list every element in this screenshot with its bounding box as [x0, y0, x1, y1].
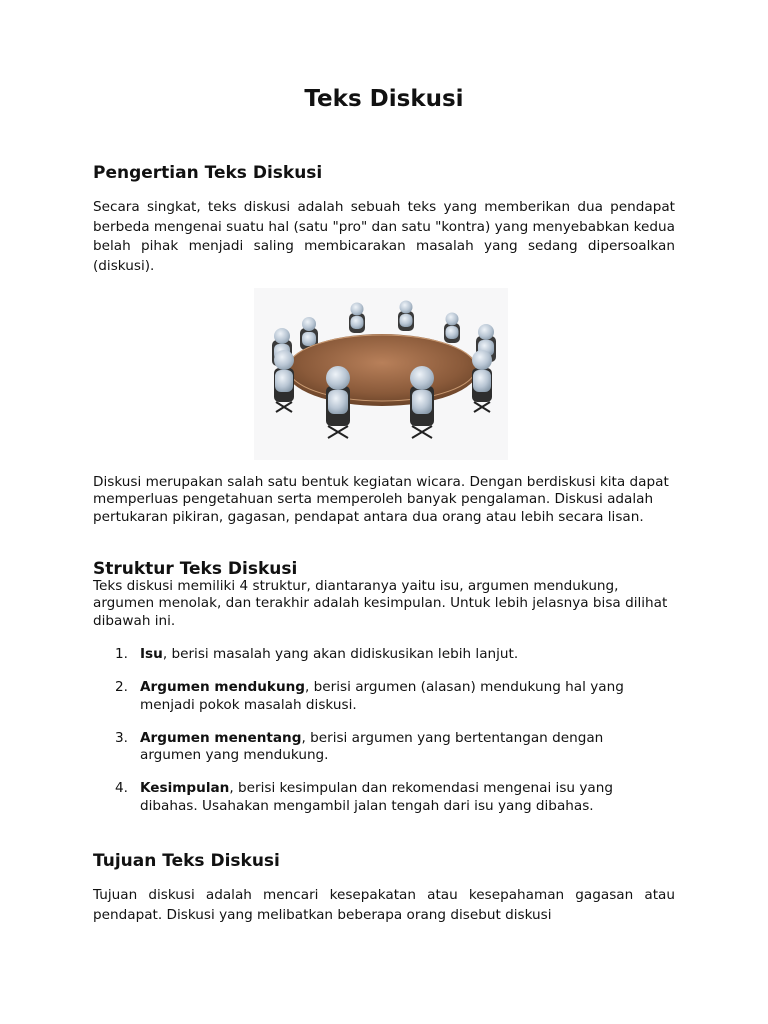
list-item: [115, 679, 655, 714]
list-description: , berisi argumen (alasan) mendukung hal yang menjadi pokok masalah diskusi.: [140, 679, 624, 713]
paragraph-tujuan: Tujuan diskusi adalah mencari kesepakatan atau kesepahaman gagasan atau pendapat. Diskusi yang melibatkan beberapa orang disebut diskusi: [93, 887, 675, 923]
round-table-meeting-image: [254, 288, 508, 460]
heading-pengertian: Pengertian Teks Diskusi: [93, 163, 323, 183]
paragraph-diskusi: Diskusi merupakan salah satu bentuk kegiatan wicara. Dengan berdiskusi kita dapat memperluas pengetahuan serta memperoleh banyak pengalaman. Diskusi adalah pertukaran pikiran, gagasan, pendapat antara dua orang atau lebih secara lisan.: [93, 474, 669, 525]
list-term: Argumen mendukung: [140, 679, 306, 696]
struktur-list: [115, 646, 655, 831]
list-description: , berisi argumen yang bertentangan dengan argumen yang mendukung.: [140, 729, 604, 764]
paragraph-struktur-intro: Teks diskusi memiliki 4 struktur, diantaranya yaitu isu, argumen mendukung, argumen menolak, dan terakhir adalah kesimpulan. Untuk lebih jelasnya bisa dilihat dibawah ini.: [93, 578, 668, 629]
list-number: 2.: [115, 679, 128, 696]
list-item: [115, 730, 655, 765]
list-term: Kesimpulan: [140, 780, 230, 797]
document-title: Teks Diskusi: [304, 86, 464, 112]
list-description: , berisi masalah yang akan didiskusikan lebih lanjut.: [162, 646, 519, 662]
list-term: Argumen menentang: [140, 729, 302, 746]
list-number: 1.: [115, 646, 128, 662]
list-term: Isu: [140, 646, 163, 662]
list-number: 3.: [115, 729, 128, 746]
list-number: 4.: [115, 780, 128, 797]
heading-struktur: Struktur Teks Diskusi: [93, 559, 298, 579]
list-item: [115, 780, 655, 815]
paragraph-pengertian: Secara singkat, teks diskusi adalah sebuah teks yang memberikan dua pendapat berbeda mengenai suatu hal (satu "pro" dan satu "kontra) yang menyebabkan kedua belah pihak menjadi saling membicarakan masalah yang sedang dipersoalkan (diskusi).: [93, 199, 675, 274]
list-item: [115, 646, 655, 663]
heading-tujuan: Tujuan Teks Diskusi: [93, 851, 280, 871]
list-description: , berisi kesimpulan dan rekomendasi mengenai isu yang dibahas. Usahakan mengambil jalan tengah dari isu yang dibahas.: [140, 780, 613, 814]
